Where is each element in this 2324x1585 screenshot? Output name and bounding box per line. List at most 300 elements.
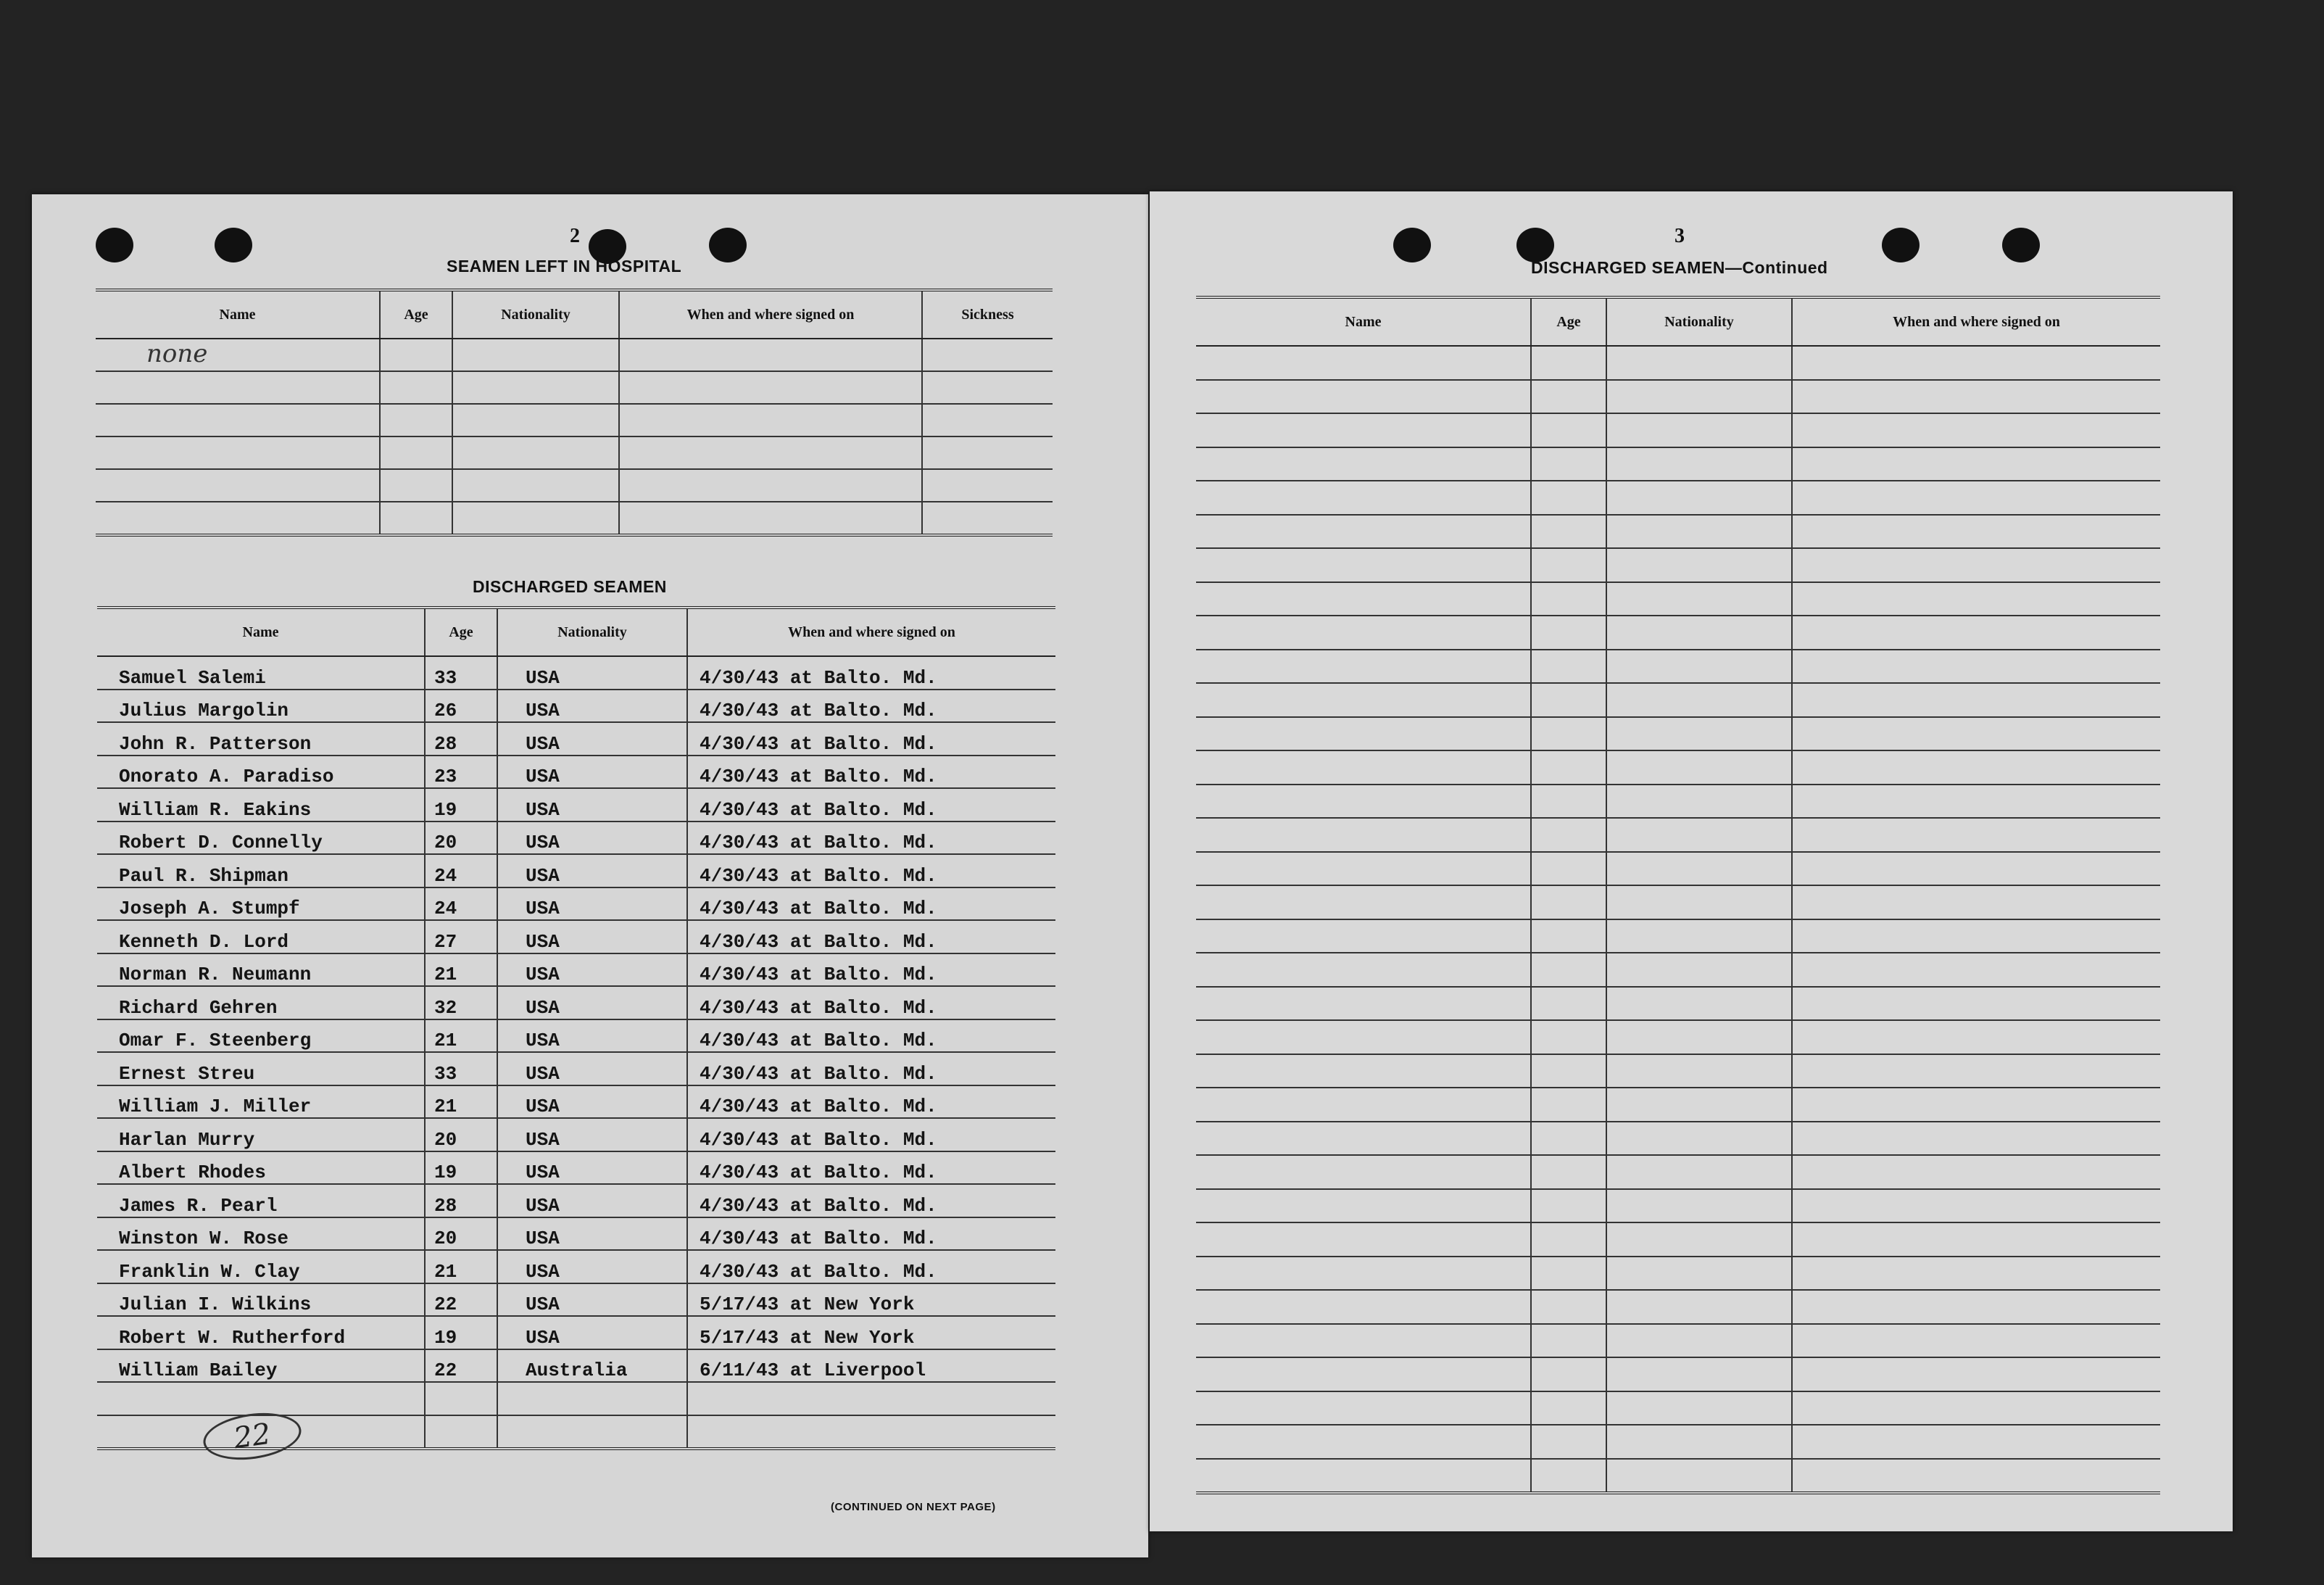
- age-cell: 21: [425, 1019, 497, 1053]
- blank-cell: [1531, 616, 1606, 650]
- blank-row: [1196, 548, 2160, 582]
- blank-cell: [1531, 750, 1606, 785]
- age-cell: 33: [425, 656, 497, 690]
- blank-cell: [1606, 953, 1792, 987]
- blank-cell: [1792, 1391, 2160, 1425]
- blank-cell: [380, 404, 452, 436]
- blank-cell: [1196, 548, 1531, 582]
- blank-cell: [1196, 1459, 1531, 1494]
- blank-row: [1196, 1257, 2160, 1291]
- blank-cell: [1531, 953, 1606, 987]
- blank-cell: [1606, 1020, 1792, 1054]
- signed-on-cell: 4/30/43 at Balto. Md.: [687, 953, 1055, 987]
- blank-cell: [1606, 1324, 1792, 1358]
- blank-cell: [97, 1382, 425, 1415]
- blank-row: [1196, 750, 2160, 785]
- blank-cell: [1531, 1459, 1606, 1494]
- blank-row: [1196, 953, 2160, 987]
- blank-cell: [1606, 616, 1792, 650]
- name-cell: Robert D. Connelly: [97, 822, 425, 855]
- nationality-cell: USA: [497, 690, 687, 723]
- nationality-cell: USA: [497, 1250, 687, 1283]
- blank-cell: [96, 502, 380, 535]
- blank-cell: [1792, 1222, 2160, 1257]
- table-row: [97, 690, 1055, 723]
- punch-hole: [96, 228, 133, 262]
- blank-row: [1196, 1222, 2160, 1257]
- blank-cell: [922, 371, 1053, 404]
- blank-row: [1196, 582, 2160, 616]
- age-cell: 28: [425, 722, 497, 756]
- blank-cell: [922, 339, 1053, 371]
- signed-on-cell: 6/11/43 at Liverpool: [687, 1349, 1055, 1383]
- blank-row: [96, 339, 1053, 371]
- blank-cell: [1792, 885, 2160, 919]
- nationality-cell: USA: [497, 1184, 687, 1217]
- column-header-nationality: Nationality: [497, 608, 687, 656]
- blank-row: [1196, 1357, 2160, 1391]
- age-cell: 27: [425, 920, 497, 953]
- blank-cell: [1792, 1425, 2160, 1459]
- name-cell: Albert Rhodes: [97, 1151, 425, 1185]
- nationality-cell: USA: [497, 722, 687, 756]
- right-page: [1150, 191, 2233, 1531]
- blank-row: [1196, 683, 2160, 717]
- blank-row: [1196, 919, 2160, 953]
- blank-row: [1196, 885, 2160, 919]
- name-cell: Franklin W. Clay: [97, 1250, 425, 1283]
- blank-cell: [1196, 447, 1531, 481]
- blank-cell: [1792, 1189, 2160, 1223]
- name-cell: Julian I. Wilkins: [97, 1283, 425, 1317]
- column-header-nationality: Nationality: [1606, 297, 1792, 346]
- column-header-nationality: Nationality: [452, 290, 619, 339]
- column-header-age: Age: [425, 608, 497, 656]
- blank-cell: [380, 502, 452, 535]
- blank-cell: [1196, 953, 1531, 987]
- blank-cell: [1531, 1189, 1606, 1223]
- blank-cell: [96, 339, 380, 371]
- blank-row: [1196, 380, 2160, 414]
- nationality-cell: USA: [497, 887, 687, 921]
- table-row: [97, 986, 1055, 1019]
- nationality-cell: USA: [497, 1283, 687, 1317]
- signed-on-cell: 4/30/43 at Balto. Md.: [687, 887, 1055, 921]
- blank-cell: [1606, 1257, 1792, 1291]
- name-cell: James R. Pearl: [97, 1184, 425, 1217]
- blank-cell: [922, 436, 1053, 469]
- blank-cell: [1531, 481, 1606, 515]
- discharged-table: [97, 606, 1055, 1450]
- table-row: [97, 1085, 1055, 1119]
- hospital-section-title: SEAMEN LEFT IN HOSPITAL: [447, 257, 682, 276]
- nationality-cell: USA: [497, 1085, 687, 1119]
- blank-cell: [1531, 1088, 1606, 1122]
- blank-cell: [1792, 1054, 2160, 1088]
- nationality-cell: USA: [497, 1316, 687, 1349]
- table-row: [97, 1052, 1055, 1085]
- name-cell: Kenneth D. Lord: [97, 920, 425, 953]
- blank-cell: [1792, 953, 2160, 987]
- column-header-name: Name: [96, 290, 380, 339]
- blank-cell: [1531, 717, 1606, 751]
- blank-cell: [1196, 1020, 1531, 1054]
- blank-cell: [1196, 1122, 1531, 1156]
- blank-cell: [1606, 1122, 1792, 1156]
- blank-cell: [1196, 852, 1531, 886]
- blank-cell: [96, 371, 380, 404]
- age-cell: 21: [425, 953, 497, 987]
- blank-cell: [1196, 885, 1531, 919]
- blank-cell: [1531, 1257, 1606, 1291]
- blank-row: [1196, 413, 2160, 447]
- blank-cell: [1792, 1088, 2160, 1122]
- blank-cell: [1531, 650, 1606, 684]
- blank-cell: [1606, 1425, 1792, 1459]
- blank-row: [97, 1382, 1055, 1415]
- name-cell: William R. Eakins: [97, 788, 425, 822]
- blank-cell: [1531, 1020, 1606, 1054]
- blank-cell: [1196, 1155, 1531, 1189]
- table-row: [97, 822, 1055, 855]
- age-cell: 21: [425, 1250, 497, 1283]
- page-number: 2: [570, 225, 580, 247]
- blank-cell: [452, 436, 619, 469]
- blank-cell: [1606, 1222, 1792, 1257]
- blank-cell: [1606, 818, 1792, 852]
- blank-cell: [1196, 1391, 1531, 1425]
- blank-row: [1196, 515, 2160, 549]
- blank-row: [1196, 1459, 2160, 1494]
- blank-cell: [1792, 1122, 2160, 1156]
- table-row: [97, 722, 1055, 756]
- signed-on-cell: 4/30/43 at Balto. Md.: [687, 690, 1055, 723]
- blank-cell: [1531, 885, 1606, 919]
- name-cell: Julius Margolin: [97, 690, 425, 723]
- blank-cell: [96, 469, 380, 502]
- table-row: [97, 1316, 1055, 1349]
- nationality-cell: USA: [497, 854, 687, 887]
- nationality-cell: USA: [497, 986, 687, 1019]
- nationality-cell: USA: [497, 920, 687, 953]
- blank-cell: [1531, 1054, 1606, 1088]
- blank-cell: [1792, 447, 2160, 481]
- blank-cell: [1792, 1459, 2160, 1494]
- blank-cell: [1196, 785, 1531, 819]
- blank-cell: [1606, 1054, 1792, 1088]
- blank-row: [1196, 1189, 2160, 1223]
- blank-cell: [1792, 1020, 2160, 1054]
- blank-cell: [1196, 380, 1531, 414]
- signed-on-cell: 4/30/43 at Balto. Md.: [687, 986, 1055, 1019]
- blank-cell: [1792, 650, 2160, 684]
- blank-row: [1196, 785, 2160, 819]
- age-cell: 22: [425, 1349, 497, 1383]
- column-header-age: Age: [380, 290, 452, 339]
- blank-row: [1196, 1155, 2160, 1189]
- blank-cell: [425, 1415, 497, 1449]
- table-row: [97, 1283, 1055, 1317]
- blank-cell: [1531, 818, 1606, 852]
- blank-cell: [1792, 750, 2160, 785]
- table-row: [97, 953, 1055, 987]
- blank-cell: [687, 1382, 1055, 1415]
- blank-cell: [452, 371, 619, 404]
- age-cell: 21: [425, 1085, 497, 1119]
- nationality-cell: USA: [497, 953, 687, 987]
- blank-cell: [1531, 1425, 1606, 1459]
- blank-row: [1196, 481, 2160, 515]
- name-cell: Winston W. Rose: [97, 1217, 425, 1251]
- blank-cell: [1196, 1324, 1531, 1358]
- discharged-section-title: DISCHARGED SEAMEN: [473, 577, 667, 596]
- age-cell: 28: [425, 1184, 497, 1217]
- nationality-cell: USA: [497, 1052, 687, 1085]
- blank-cell: [1196, 616, 1531, 650]
- blank-cell: [1196, 1257, 1531, 1291]
- blank-cell: [619, 404, 922, 436]
- blank-cell: [1606, 1391, 1792, 1425]
- signed-on-cell: 4/30/43 at Balto. Md.: [687, 1118, 1055, 1151]
- signed-on-cell: 4/30/43 at Balto. Md.: [687, 722, 1055, 756]
- handwritten-none-entry: none: [146, 339, 208, 368]
- blank-row: [1196, 818, 2160, 852]
- age-cell: 19: [425, 788, 497, 822]
- table-row: [97, 1151, 1055, 1185]
- column-header-signed-on: When and where signed on: [1792, 297, 2160, 346]
- blank-cell: [96, 436, 380, 469]
- blank-cell: [1531, 852, 1606, 886]
- blank-cell: [1606, 1155, 1792, 1189]
- blank-cell: [1606, 852, 1792, 886]
- name-cell: John R. Patterson: [97, 722, 425, 756]
- blank-cell: [1196, 582, 1531, 616]
- blank-cell: [1606, 1357, 1792, 1391]
- age-cell: 20: [425, 1118, 497, 1151]
- blank-row: [96, 502, 1053, 535]
- age-cell: 20: [425, 822, 497, 855]
- continued-discharged-table: [1196, 296, 2160, 1494]
- signed-on-cell: 4/30/43 at Balto. Md.: [687, 1184, 1055, 1217]
- blank-cell: [1606, 413, 1792, 447]
- blank-cell: [1531, 413, 1606, 447]
- age-cell: 22: [425, 1283, 497, 1317]
- nationality-cell: USA: [497, 1151, 687, 1185]
- nationality-cell: USA: [497, 822, 687, 855]
- blank-cell: [452, 404, 619, 436]
- blank-cell: [1606, 1088, 1792, 1122]
- blank-cell: [1792, 717, 2160, 751]
- name-cell: Harlan Murry: [97, 1118, 425, 1151]
- continued-note: (CONTINUED ON NEXT PAGE): [831, 1501, 996, 1513]
- blank-cell: [1792, 987, 2160, 1021]
- signed-on-cell: 4/30/43 at Balto. Md.: [687, 920, 1055, 953]
- column-header-sickness: Sickness: [922, 290, 1053, 339]
- blank-cell: [1606, 650, 1792, 684]
- blank-cell: [1531, 1155, 1606, 1189]
- blank-cell: [1531, 987, 1606, 1021]
- blank-row: [1196, 1290, 2160, 1324]
- table-row: [97, 1184, 1055, 1217]
- blank-cell: [380, 339, 452, 371]
- blank-cell: [1792, 818, 2160, 852]
- blank-row: [1196, 717, 2160, 751]
- blank-cell: [1531, 1122, 1606, 1156]
- blank-cell: [1792, 346, 2160, 380]
- blank-cell: [1196, 987, 1531, 1021]
- blank-cell: [1196, 750, 1531, 785]
- blank-cell: [1606, 717, 1792, 751]
- name-cell: William Bailey: [97, 1349, 425, 1383]
- blank-cell: [1606, 750, 1792, 785]
- blank-cell: [1531, 1222, 1606, 1257]
- blank-cell: [619, 502, 922, 535]
- blank-row: [1196, 1020, 2160, 1054]
- blank-cell: [1792, 413, 2160, 447]
- blank-cell: [1606, 885, 1792, 919]
- age-cell: 19: [425, 1316, 497, 1349]
- blank-cell: [1531, 785, 1606, 819]
- age-cell: 24: [425, 854, 497, 887]
- blank-row: [1196, 1088, 2160, 1122]
- signed-on-cell: 5/17/43 at New York: [687, 1283, 1055, 1317]
- blank-row: [1196, 852, 2160, 886]
- column-header-signed-on: When and where signed on: [619, 290, 922, 339]
- blank-cell: [1792, 582, 2160, 616]
- column-header-age: Age: [1531, 297, 1606, 346]
- blank-row: [96, 436, 1053, 469]
- signed-on-cell: 4/30/43 at Balto. Md.: [687, 1250, 1055, 1283]
- blank-cell: [922, 469, 1053, 502]
- blank-cell: [1606, 515, 1792, 549]
- blank-cell: [1792, 1155, 2160, 1189]
- table-row: [97, 656, 1055, 690]
- punch-hole: [2002, 228, 2040, 262]
- blank-row: [1196, 1391, 2160, 1425]
- blank-cell: [1606, 785, 1792, 819]
- blank-cell: [1531, 1324, 1606, 1358]
- blank-cell: [922, 404, 1053, 436]
- blank-cell: [922, 502, 1053, 535]
- blank-cell: [1606, 582, 1792, 616]
- blank-cell: [1531, 1290, 1606, 1324]
- blank-cell: [1606, 346, 1792, 380]
- circled-total: 22: [200, 1407, 304, 1465]
- punch-hole: [1393, 228, 1431, 262]
- blank-cell: [1792, 919, 2160, 953]
- blank-cell: [1196, 818, 1531, 852]
- blank-cell: [1196, 413, 1531, 447]
- blank-row: [1196, 1324, 2160, 1358]
- blank-row: [96, 469, 1053, 502]
- blank-cell: [1196, 1054, 1531, 1088]
- blank-cell: [1531, 447, 1606, 481]
- blank-cell: [1606, 683, 1792, 717]
- blank-cell: [1792, 616, 2160, 650]
- blank-cell: [1196, 481, 1531, 515]
- nationality-cell: Australia: [497, 1349, 687, 1383]
- blank-row: [1196, 1054, 2160, 1088]
- name-cell: Omar F. Steenberg: [97, 1019, 425, 1053]
- signed-on-cell: 4/30/43 at Balto. Md.: [687, 854, 1055, 887]
- age-cell: 32: [425, 986, 497, 1019]
- blank-cell: [619, 371, 922, 404]
- blank-cell: [380, 436, 452, 469]
- name-cell: Paul R. Shipman: [97, 854, 425, 887]
- blank-cell: [1606, 447, 1792, 481]
- table-row: [97, 1349, 1055, 1383]
- blank-cell: [1792, 380, 2160, 414]
- age-cell: 23: [425, 756, 497, 789]
- blank-cell: [1606, 380, 1792, 414]
- signed-on-cell: 4/30/43 at Balto. Md.: [687, 1217, 1055, 1251]
- hospital-table: [96, 289, 1053, 537]
- punch-hole: [1882, 228, 1920, 262]
- nationality-cell: USA: [497, 1217, 687, 1251]
- table-row: [97, 756, 1055, 789]
- blank-cell: [1606, 481, 1792, 515]
- blank-cell: [425, 1382, 497, 1415]
- blank-cell: [1606, 548, 1792, 582]
- blank-cell: [1531, 919, 1606, 953]
- blank-cell: [1792, 1257, 2160, 1291]
- blank-cell: [497, 1415, 687, 1449]
- nationality-cell: USA: [497, 756, 687, 789]
- blank-cell: [1196, 1425, 1531, 1459]
- name-cell: Samuel Salemi: [97, 656, 425, 690]
- blank-cell: [1196, 1290, 1531, 1324]
- table-row: [97, 1250, 1055, 1283]
- blank-cell: [1606, 1459, 1792, 1494]
- table-row: [97, 887, 1055, 921]
- blank-cell: [380, 371, 452, 404]
- left-page: [32, 194, 1148, 1557]
- blank-cell: [1531, 380, 1606, 414]
- signed-on-cell: 4/30/43 at Balto. Md.: [687, 656, 1055, 690]
- blank-cell: [1792, 481, 2160, 515]
- blank-cell: [1196, 1088, 1531, 1122]
- blank-cell: [1196, 650, 1531, 684]
- table-row: [97, 854, 1055, 887]
- blank-cell: [1196, 1189, 1531, 1223]
- blank-cell: [1792, 548, 2160, 582]
- blank-cell: [452, 502, 619, 535]
- continued-section-title: DISCHARGED SEAMEN—Continued: [1531, 258, 1828, 277]
- blank-row: [96, 404, 1053, 436]
- nationality-cell: USA: [497, 656, 687, 690]
- table-row: [97, 788, 1055, 822]
- nationality-cell: USA: [497, 1019, 687, 1053]
- signed-on-cell: 5/17/43 at New York: [687, 1316, 1055, 1349]
- age-cell: 19: [425, 1151, 497, 1185]
- page-number: 3: [1674, 225, 1685, 247]
- blank-cell: [1606, 1290, 1792, 1324]
- signed-on-cell: 4/30/43 at Balto. Md.: [687, 1052, 1055, 1085]
- age-cell: 26: [425, 690, 497, 723]
- signed-on-cell: 4/30/43 at Balto. Md.: [687, 1019, 1055, 1053]
- blank-cell: [1792, 785, 2160, 819]
- blank-cell: [1792, 852, 2160, 886]
- blank-cell: [1606, 1189, 1792, 1223]
- blank-cell: [1196, 717, 1531, 751]
- blank-cell: [380, 469, 452, 502]
- blank-cell: [452, 469, 619, 502]
- blank-cell: [1792, 515, 2160, 549]
- name-cell: Richard Gehren: [97, 986, 425, 1019]
- blank-cell: [619, 436, 922, 469]
- blank-cell: [1792, 1324, 2160, 1358]
- blank-row: [1196, 447, 2160, 481]
